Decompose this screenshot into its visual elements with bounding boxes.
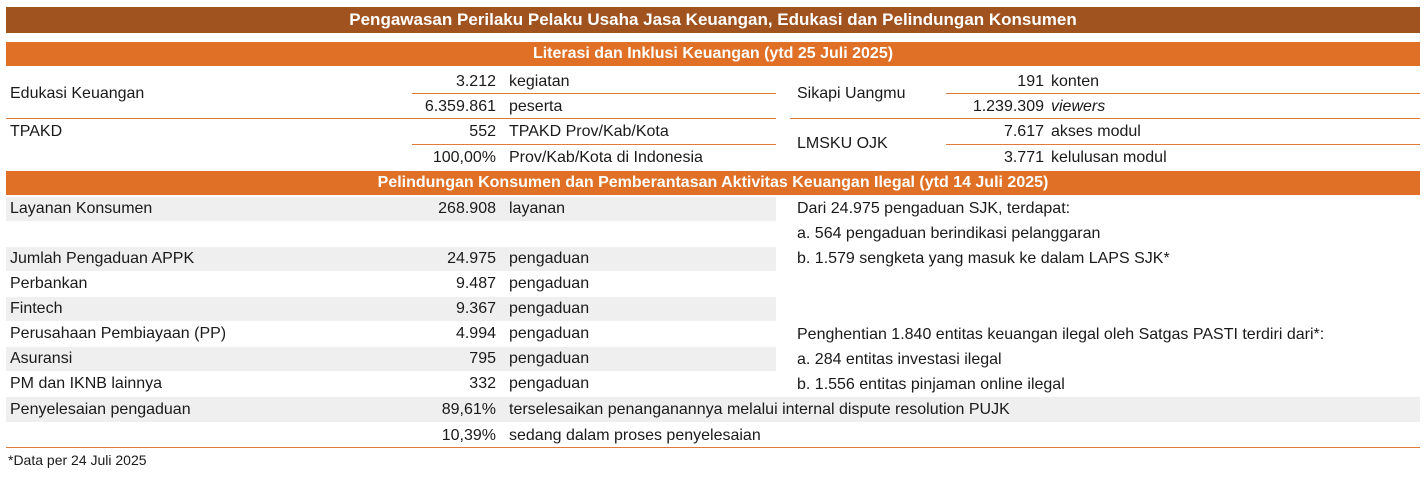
row-unit-layanan: layanan	[509, 200, 566, 217]
row-unit-asuransi: pengaduan	[509, 350, 590, 367]
tpakd-unit-2: Prov/Kab/Kota di Indonesia	[509, 149, 703, 166]
row-label-pm-iknb: PM dan IKNB lainnya	[10, 375, 163, 392]
sikapi-value-1: 191	[1017, 73, 1044, 90]
penyelesaian-unit-1: terselesaikan penanganannya melalui internal dispute resolution PUJK	[509, 401, 1010, 418]
lmsku-unit-1: akses modul	[1051, 123, 1141, 140]
pasti-item-a: a. 284 entitas investasi ilegal	[797, 351, 1002, 368]
penyelesaian-label: Penyelesaian pengaduan	[10, 401, 191, 418]
row-unit-appk: pengaduan	[509, 250, 590, 267]
divider	[412, 93, 776, 94]
row-value-appk: 24.975	[447, 250, 496, 267]
edukasi-unit-2: peserta	[509, 98, 563, 115]
edukasi-unit-1: kegiatan	[509, 73, 570, 90]
page-title: Pengawasan Perilaku Pelaku Usaha Jasa Keuangan, Edukasi dan Pelindungan Konsumen	[6, 7, 1420, 33]
tpakd-label: TPAKD	[10, 123, 63, 140]
edukasi-value-1: 3.212	[455, 73, 496, 90]
section-header-literasi: Literasi dan Inklusi Keuangan (ytd 25 Juli 2025)	[6, 42, 1420, 66]
divider	[790, 118, 1420, 119]
footnote: *Data per 24 Juli 2025	[8, 452, 147, 468]
edukasi-label: Edukasi Keuangan	[10, 85, 145, 102]
sikapi-label: Sikapi Uangmu	[797, 85, 906, 102]
divider	[946, 93, 1420, 94]
row-value-fintech: 9.367	[455, 300, 496, 317]
row-label-fintech: Fintech	[10, 300, 63, 317]
sikapi-unit-1: konten	[1051, 73, 1100, 90]
row-label-asuransi: Asuransi	[10, 350, 73, 367]
section-header-pelindungan: Pelindungan Konsumen dan Pemberantasan Aktivitas Keuangan Ilegal (ytd 14 Juli 2025)	[6, 171, 1420, 195]
row-label-pp: Perusahaan Pembiayaan (PP)	[10, 325, 227, 342]
sikapi-value-2: 1.239.309	[972, 98, 1044, 115]
lmsku-label: LMSKU OJK	[797, 135, 888, 152]
row-label-appk: Jumlah Pengaduan APPK	[10, 250, 195, 267]
sjk-item-a: a. 564 pengaduan berindikasi pelanggaran	[797, 225, 1101, 242]
row-value-asuransi: 795	[469, 350, 496, 367]
penyelesaian-value-2: 10,39%	[441, 427, 496, 444]
bottom-divider	[6, 447, 1420, 448]
divider	[6, 118, 776, 119]
tpakd-value-2: 100,00%	[432, 149, 496, 166]
divider	[946, 144, 1420, 145]
penyelesaian-value-1: 89,61%	[441, 401, 496, 418]
row-unit-pm-iknb: pengaduan	[509, 375, 590, 392]
tpakd-value-1: 552	[469, 123, 496, 140]
row-value-perbankan: 9.487	[455, 275, 496, 292]
row-unit-pp: pengaduan	[509, 325, 590, 342]
edukasi-value-2: 6.359.861	[424, 98, 496, 115]
lmsku-unit-2: kelulusan modul	[1051, 149, 1167, 166]
divider	[412, 144, 776, 145]
row-value-pp: 4.994	[455, 325, 496, 342]
row-unit-perbankan: pengaduan	[509, 275, 590, 292]
lmsku-value-2: 3.771	[1003, 149, 1044, 166]
sjk-item-b: b. 1.579 sengketa yang masuk ke dalam LAPS SJK*	[797, 250, 1170, 267]
row-value-pm-iknb: 332	[469, 375, 496, 392]
penyelesaian-unit-2: sedang dalam proses penyelesaian	[509, 427, 761, 444]
pasti-item-b: b. 1.556 entitas pinjaman online ilegal	[797, 376, 1065, 393]
tpakd-unit-1: TPAKD Prov/Kab/Kota	[509, 123, 669, 140]
pasti-intro: Penghentian 1.840 entitas keuangan ilegal oleh Satgas PASTI terdiri dari*:	[797, 326, 1325, 343]
row-label-layanan: Layanan Konsumen	[10, 200, 153, 217]
lmsku-value-1: 7.617	[1003, 123, 1044, 140]
sikapi-unit-2: viewers	[1051, 98, 1106, 115]
row-label-perbankan: Perbankan	[10, 275, 88, 292]
sjk-intro: Dari 24.975 pengaduan SJK, terdapat:	[797, 200, 1071, 217]
row-value-layanan: 268.908	[438, 200, 496, 217]
row-unit-fintech: pengaduan	[509, 300, 590, 317]
